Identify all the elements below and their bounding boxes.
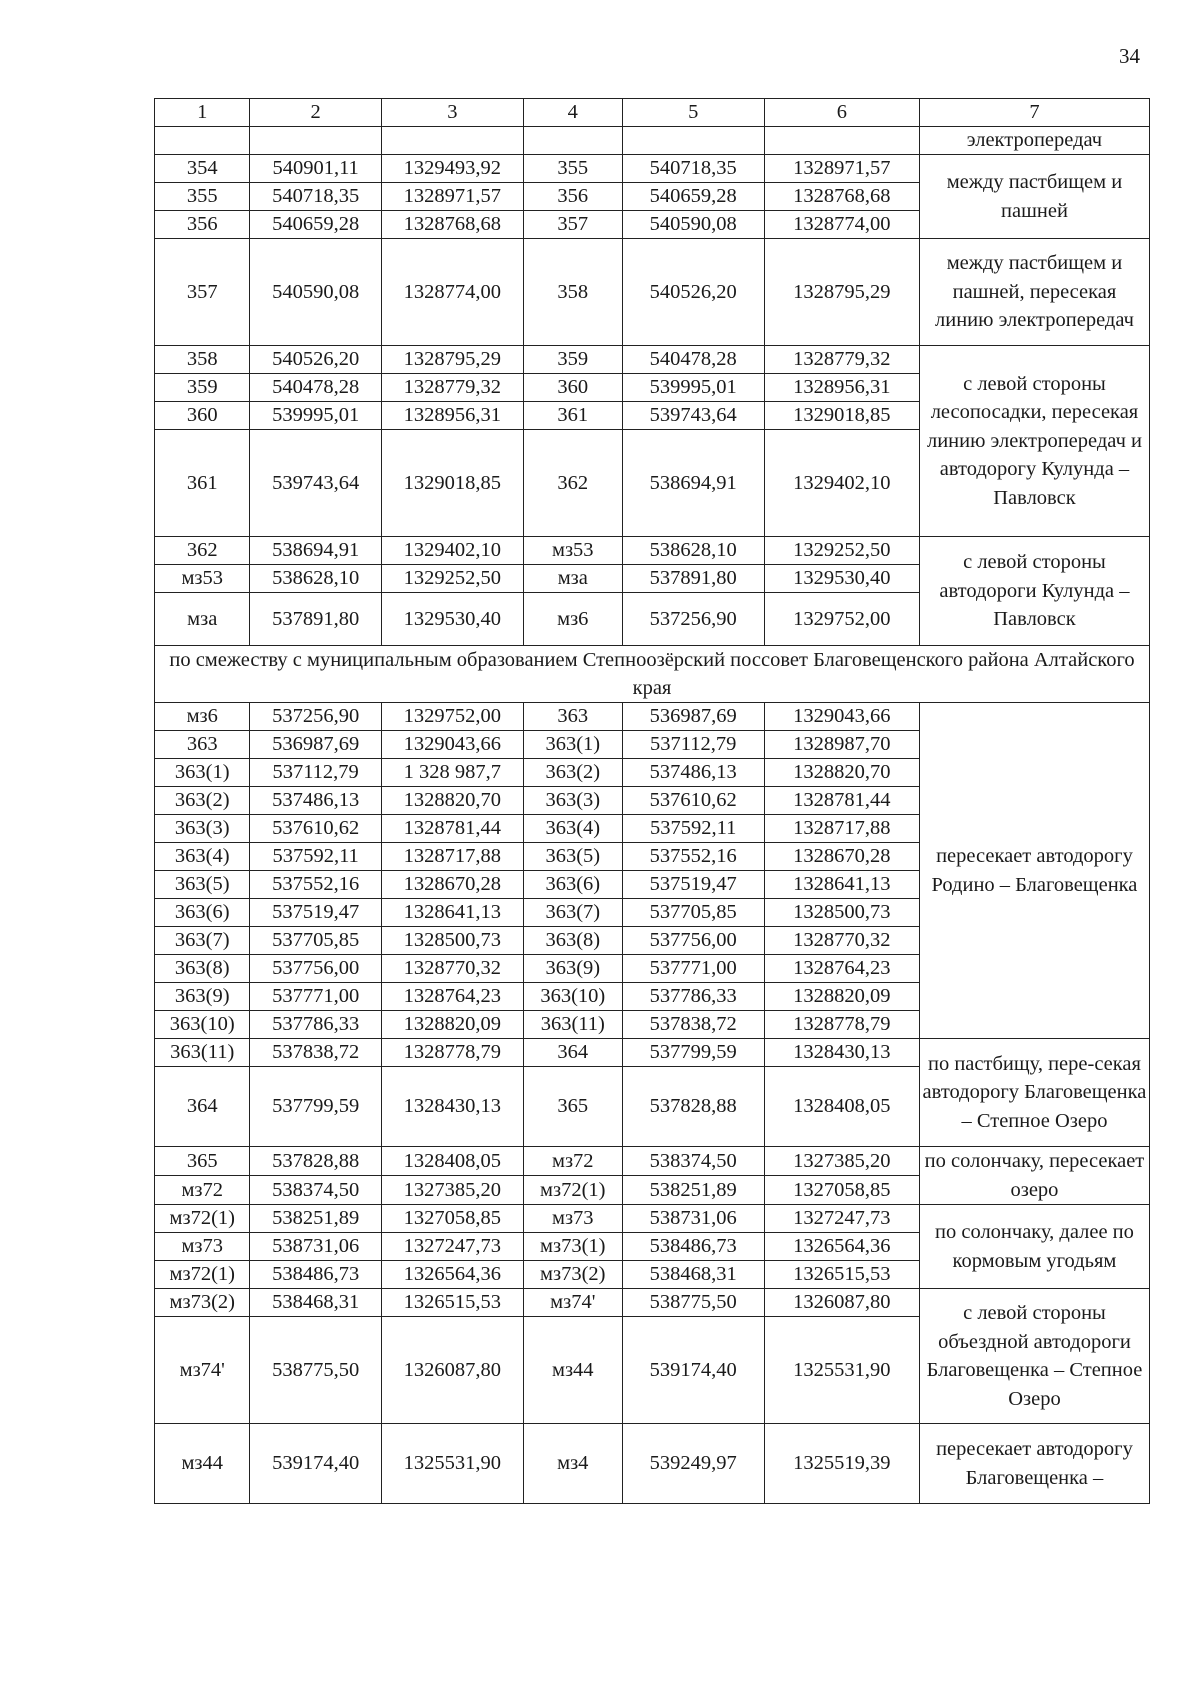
from-x: 539995,01 — [250, 402, 381, 430]
table-row — [155, 1289, 1150, 1317]
boundary-description: с левой стороны автодороги Кулунда – Павловск — [919, 537, 1149, 646]
from-x: 538775,50 — [250, 1317, 381, 1424]
to-y: 1326087,80 — [764, 1289, 919, 1317]
from-y: 1329493,92 — [381, 155, 523, 183]
table-row — [155, 346, 1150, 374]
from-x: 537552,16 — [250, 871, 381, 899]
from-y: 1327247,73 — [381, 1233, 523, 1261]
from-point: 363(3) — [155, 815, 250, 843]
to-x: 537771,00 — [622, 955, 764, 983]
from-y: 1327385,20 — [381, 1176, 523, 1205]
to-x: 540590,08 — [622, 211, 764, 239]
to-point: 363(6) — [523, 871, 622, 899]
table-row — [155, 537, 1150, 565]
to-y: 1329402,10 — [764, 430, 919, 537]
to-point: 363(7) — [523, 899, 622, 927]
from-point: мза — [155, 593, 250, 646]
to-x: 538775,50 — [622, 1289, 764, 1317]
to-x: 537786,33 — [622, 983, 764, 1011]
to-y: 1329252,50 — [764, 537, 919, 565]
from-y: 1328820,70 — [381, 787, 523, 815]
to-point: 363(8) — [523, 927, 622, 955]
to-point: мз6 — [523, 593, 622, 646]
to-point: 360 — [523, 374, 622, 402]
to-y: 1327058,85 — [764, 1176, 919, 1205]
to-x: 539174,40 — [622, 1317, 764, 1424]
to-x: 537799,59 — [622, 1039, 764, 1067]
to-y: 1328779,32 — [764, 346, 919, 374]
from-x: 537705,85 — [250, 927, 381, 955]
from-x: 537112,79 — [250, 759, 381, 787]
from-x: 537486,13 — [250, 787, 381, 815]
from-x: 537838,72 — [250, 1039, 381, 1067]
to-y: 1328971,57 — [764, 155, 919, 183]
from-x: 540590,08 — [250, 239, 381, 346]
from-x: 537891,80 — [250, 593, 381, 646]
from-y: 1329402,10 — [381, 537, 523, 565]
from-y: 1326515,53 — [381, 1289, 523, 1317]
to-point: 362 — [523, 430, 622, 537]
from-point: 354 — [155, 155, 250, 183]
boundary-description: с левой стороны лесопосадки, пересекая линию электропередач и автодорогу Кулунда – Павловск — [919, 346, 1149, 537]
to-y: 1328987,70 — [764, 731, 919, 759]
to-point: 363(10) — [523, 983, 622, 1011]
from-point: 361 — [155, 430, 250, 537]
to-point: 358 — [523, 239, 622, 346]
to-x: 538251,89 — [622, 1176, 764, 1205]
from-point: 363(4) — [155, 843, 250, 871]
from-y: 1328641,13 — [381, 899, 523, 927]
boundary-description: по солончаку, далее по кормовым угодьям — [919, 1205, 1149, 1289]
from-point: 363(1) — [155, 759, 250, 787]
to-point: 356 — [523, 183, 622, 211]
to-y: 1328764,23 — [764, 955, 919, 983]
to-x: 537838,72 — [622, 1011, 764, 1039]
to-y: 1328778,79 — [764, 1011, 919, 1039]
to-x: 538731,06 — [622, 1205, 764, 1233]
from-y: 1328764,23 — [381, 983, 523, 1011]
to-x: 539995,01 — [622, 374, 764, 402]
from-y: 1328774,00 — [381, 239, 523, 346]
from-point: 355 — [155, 183, 250, 211]
from-x: 537828,88 — [250, 1147, 381, 1176]
to-x: 537486,13 — [622, 759, 764, 787]
to-y: 1328781,44 — [764, 787, 919, 815]
to-point: мз53 — [523, 537, 622, 565]
to-x: 537112,79 — [622, 731, 764, 759]
boundary-description: пересекает автодорогу Благовещенка – — [919, 1424, 1149, 1504]
to-y: 1328795,29 — [764, 239, 919, 346]
boundary-description: по солончаку, пересекает озеро — [919, 1147, 1149, 1205]
to-x: 538486,73 — [622, 1233, 764, 1261]
from-point: 363(10) — [155, 1011, 250, 1039]
from-y: 1328408,05 — [381, 1147, 523, 1176]
to-x: 537756,00 — [622, 927, 764, 955]
to-y: 1328408,05 — [764, 1067, 919, 1147]
from-y: 1329752,00 — [381, 703, 523, 731]
boundary-coordinates-table — [154, 98, 1150, 1504]
empty-cell — [764, 127, 919, 155]
from-x: 538486,73 — [250, 1261, 381, 1289]
to-point: 363(1) — [523, 731, 622, 759]
from-x: 540659,28 — [250, 211, 381, 239]
to-point: мз72 — [523, 1147, 622, 1176]
from-point: мз72 — [155, 1176, 250, 1205]
empty-cell — [250, 127, 381, 155]
empty-cell — [622, 127, 764, 155]
table-row — [155, 1039, 1150, 1067]
from-point: 363(8) — [155, 955, 250, 983]
to-y: 1329018,85 — [764, 402, 919, 430]
boundary-description: между пастбищем и пашней — [919, 155, 1149, 239]
from-point: мз53 — [155, 565, 250, 593]
from-point: 365 — [155, 1147, 250, 1176]
boundary-description: между пастбищем и пашней, пересекая линию электропередач — [919, 239, 1149, 346]
to-point: 359 — [523, 346, 622, 374]
from-y: 1328500,73 — [381, 927, 523, 955]
from-x: 537799,59 — [250, 1067, 381, 1147]
to-point: 363(2) — [523, 759, 622, 787]
to-point: 361 — [523, 402, 622, 430]
from-point: 364 — [155, 1067, 250, 1147]
table-row — [155, 1424, 1150, 1504]
from-x: 540901,11 — [250, 155, 381, 183]
page-number: 34 — [1119, 44, 1140, 68]
to-y: 1327247,73 — [764, 1205, 919, 1233]
from-x: 537771,00 — [250, 983, 381, 1011]
from-x: 537519,47 — [250, 899, 381, 927]
from-point: 357 — [155, 239, 250, 346]
to-y: 1328770,32 — [764, 927, 919, 955]
column-header: 4 — [523, 99, 622, 127]
column-header: 6 — [764, 99, 919, 127]
from-x: 538468,31 — [250, 1289, 381, 1317]
from-point: 358 — [155, 346, 250, 374]
from-x: 537610,62 — [250, 815, 381, 843]
from-x: 537786,33 — [250, 1011, 381, 1039]
column-header-row — [155, 99, 1150, 127]
to-point: мза — [523, 565, 622, 593]
to-y: 1327385,20 — [764, 1147, 919, 1176]
to-y: 1328774,00 — [764, 211, 919, 239]
from-y: 1329018,85 — [381, 430, 523, 537]
from-y: 1328781,44 — [381, 815, 523, 843]
column-header: 7 — [919, 99, 1149, 127]
to-point: 363(3) — [523, 787, 622, 815]
from-y: 1328768,68 — [381, 211, 523, 239]
to-point: 364 — [523, 1039, 622, 1067]
from-x: 537256,90 — [250, 703, 381, 731]
column-header: 3 — [381, 99, 523, 127]
from-point: 363(6) — [155, 899, 250, 927]
to-y: 1325519,39 — [764, 1424, 919, 1504]
from-y: 1328430,13 — [381, 1067, 523, 1147]
to-y: 1328641,13 — [764, 871, 919, 899]
from-x: 537756,00 — [250, 955, 381, 983]
to-y: 1328670,28 — [764, 843, 919, 871]
to-x: 537256,90 — [622, 593, 764, 646]
table-body — [155, 99, 1150, 1504]
from-point: 363(9) — [155, 983, 250, 1011]
to-y: 1328430,13 — [764, 1039, 919, 1067]
from-point: 360 — [155, 402, 250, 430]
from-point: 363(7) — [155, 927, 250, 955]
from-y: 1328795,29 — [381, 346, 523, 374]
from-x: 538251,89 — [250, 1205, 381, 1233]
to-point: 357 — [523, 211, 622, 239]
to-point: 355 — [523, 155, 622, 183]
from-y: 1326564,36 — [381, 1261, 523, 1289]
carry-over-description: электропередач — [919, 127, 1149, 155]
to-y: 1326515,53 — [764, 1261, 919, 1289]
to-point: мз72(1) — [523, 1176, 622, 1205]
from-x: 539174,40 — [250, 1424, 381, 1504]
empty-cell — [381, 127, 523, 155]
column-header: 2 — [250, 99, 381, 127]
column-header: 1 — [155, 99, 250, 127]
from-point: 356 — [155, 211, 250, 239]
from-x: 538374,50 — [250, 1176, 381, 1205]
from-point: 363 — [155, 731, 250, 759]
from-point: 362 — [155, 537, 250, 565]
to-y: 1329752,00 — [764, 593, 919, 646]
boundary-description: пересекает автодорогу Родино – Благовещенка — [919, 703, 1149, 1039]
to-x: 539249,97 — [622, 1424, 764, 1504]
from-x: 538628,10 — [250, 565, 381, 593]
from-x: 536987,69 — [250, 731, 381, 759]
empty-cell — [523, 127, 622, 155]
from-point: 363(2) — [155, 787, 250, 815]
to-x: 538628,10 — [622, 537, 764, 565]
column-header: 5 — [622, 99, 764, 127]
from-point: 363(11) — [155, 1039, 250, 1067]
boundary-description: по пастбищу, пере-секая автодорогу Благовещенка – Степное Озеро — [919, 1039, 1149, 1147]
to-x: 537592,11 — [622, 815, 764, 843]
from-y: 1328717,88 — [381, 843, 523, 871]
to-x: 536987,69 — [622, 703, 764, 731]
to-point: мз73 — [523, 1205, 622, 1233]
from-point: мз6 — [155, 703, 250, 731]
from-y: 1326087,80 — [381, 1317, 523, 1424]
to-point: 363(5) — [523, 843, 622, 871]
from-x: 538694,91 — [250, 537, 381, 565]
from-y: 1328971,57 — [381, 183, 523, 211]
from-y: 1328779,32 — [381, 374, 523, 402]
from-y: 1 328 987,7 — [381, 759, 523, 787]
to-x: 538694,91 — [622, 430, 764, 537]
from-y: 1329530,40 — [381, 593, 523, 646]
to-y: 1329043,66 — [764, 703, 919, 731]
to-y: 1328956,31 — [764, 374, 919, 402]
table-row — [155, 155, 1150, 183]
from-y: 1328770,32 — [381, 955, 523, 983]
to-x: 540526,20 — [622, 239, 764, 346]
to-y: 1329530,40 — [764, 565, 919, 593]
table-row — [155, 1147, 1150, 1176]
from-point: мз73(2) — [155, 1289, 250, 1317]
to-point: 363(4) — [523, 815, 622, 843]
to-y: 1328820,70 — [764, 759, 919, 787]
table-row — [155, 703, 1150, 731]
to-x: 537552,16 — [622, 843, 764, 871]
to-x: 537828,88 — [622, 1067, 764, 1147]
to-point: 363 — [523, 703, 622, 731]
from-y: 1328778,79 — [381, 1039, 523, 1067]
section-note-row — [155, 646, 1150, 703]
to-point: мз74' — [523, 1289, 622, 1317]
to-y: 1328820,09 — [764, 983, 919, 1011]
from-x: 540478,28 — [250, 374, 381, 402]
empty-cell — [155, 127, 250, 155]
from-point: 359 — [155, 374, 250, 402]
to-x: 537891,80 — [622, 565, 764, 593]
to-point: мз44 — [523, 1317, 622, 1424]
to-x: 540478,28 — [622, 346, 764, 374]
from-point: мз44 — [155, 1424, 250, 1504]
to-point: мз73(1) — [523, 1233, 622, 1261]
to-y: 1326564,36 — [764, 1233, 919, 1261]
from-point: мз72(1) — [155, 1261, 250, 1289]
from-x: 538731,06 — [250, 1233, 381, 1261]
from-x: 540526,20 — [250, 346, 381, 374]
to-x: 537610,62 — [622, 787, 764, 815]
to-point: мз73(2) — [523, 1261, 622, 1289]
to-point: 363(9) — [523, 955, 622, 983]
section-note: по смежеству с муниципальным образованием Степноозёрский поссовет Благовещенского района Алтайского края — [155, 646, 1150, 703]
from-point: мз73 — [155, 1233, 250, 1261]
from-x: 539743,64 — [250, 430, 381, 537]
from-y: 1325531,90 — [381, 1424, 523, 1504]
from-y: 1328670,28 — [381, 871, 523, 899]
to-x: 538468,31 — [622, 1261, 764, 1289]
boundary-description: с левой стороны объездной автодороги Благовещенка – Степное Озеро — [919, 1289, 1149, 1424]
table-row — [155, 1205, 1150, 1233]
to-y: 1328768,68 — [764, 183, 919, 211]
from-x: 537592,11 — [250, 843, 381, 871]
to-y: 1325531,90 — [764, 1317, 919, 1424]
from-y: 1329252,50 — [381, 565, 523, 593]
from-y: 1328956,31 — [381, 402, 523, 430]
from-x: 540718,35 — [250, 183, 381, 211]
to-x: 537519,47 — [622, 871, 764, 899]
from-y: 1328820,09 — [381, 1011, 523, 1039]
table-row — [155, 239, 1150, 346]
to-x: 538374,50 — [622, 1147, 764, 1176]
to-x: 537705,85 — [622, 899, 764, 927]
to-point: мз4 — [523, 1424, 622, 1504]
to-x: 540718,35 — [622, 155, 764, 183]
to-x: 539743,64 — [622, 402, 764, 430]
from-y: 1329043,66 — [381, 731, 523, 759]
carry-over-row — [155, 127, 1150, 155]
from-point: мз74' — [155, 1317, 250, 1424]
to-y: 1328717,88 — [764, 815, 919, 843]
to-point: 365 — [523, 1067, 622, 1147]
from-y: 1327058,85 — [381, 1205, 523, 1233]
from-point: мз72(1) — [155, 1205, 250, 1233]
from-point: 363(5) — [155, 871, 250, 899]
to-y: 1328500,73 — [764, 899, 919, 927]
to-x: 540659,28 — [622, 183, 764, 211]
to-point: 363(11) — [523, 1011, 622, 1039]
